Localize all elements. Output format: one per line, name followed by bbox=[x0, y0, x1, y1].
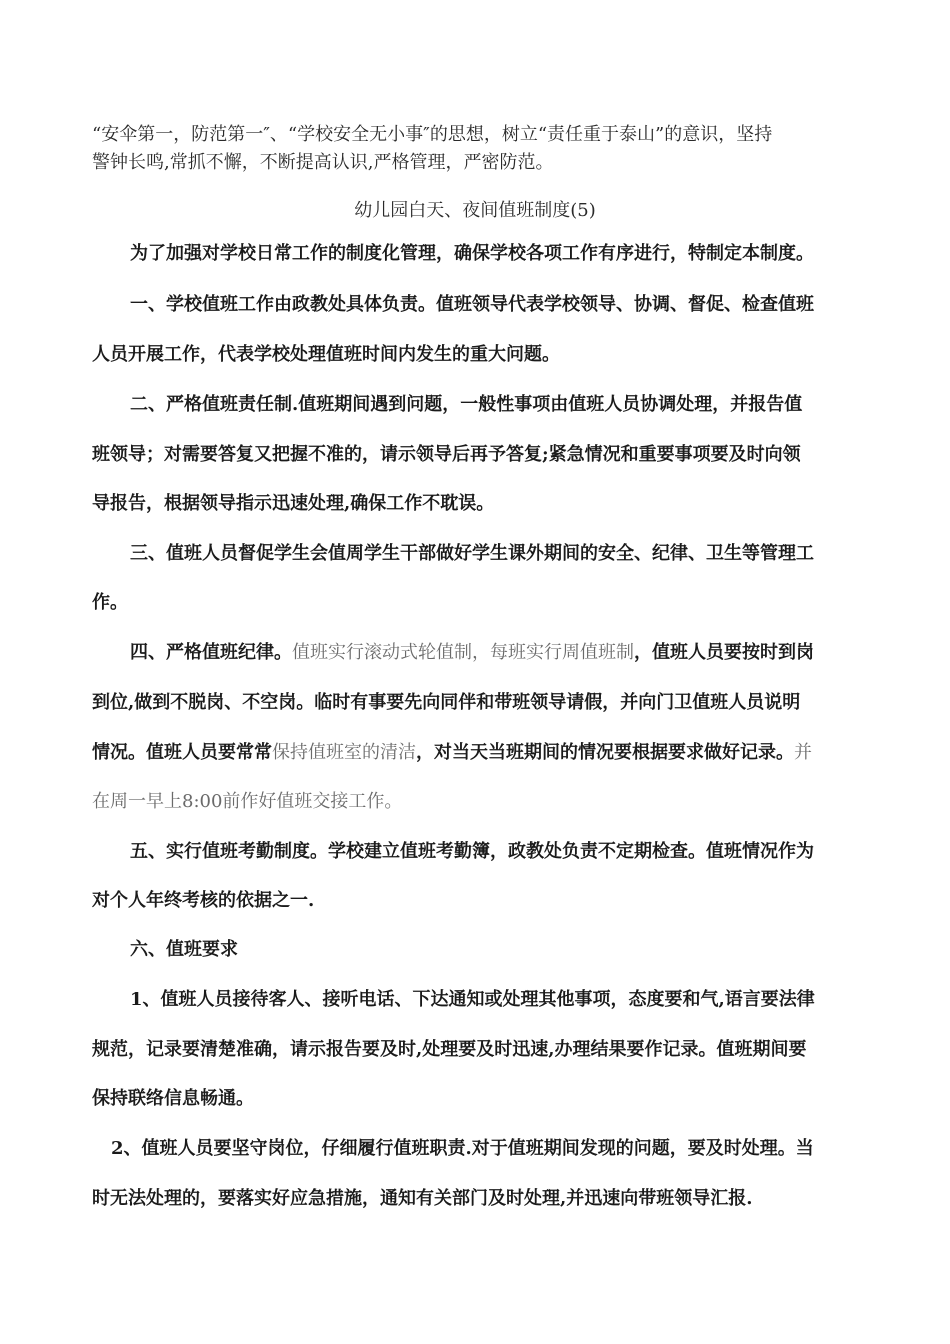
section-5-line-2: 对个人年终考核的依据之一. bbox=[92, 890, 315, 911]
section-4-line-1 bbox=[130, 641, 898, 665]
section-4-line-2: 到位,做到不脱岗、不空岗。临时有事要先向同伴和带班领导请假，并向门卫值班人员说明 bbox=[92, 692, 801, 713]
section-4-line-3 bbox=[92, 741, 860, 765]
requirement-2-line-1: 2、值班人员要坚守岗位，仔细履行值班职责.对于值班期间发现的问题，要及时处理。当 bbox=[111, 1138, 814, 1159]
section-4-line-1-tail: ，值班人员要按时到岗 bbox=[634, 642, 814, 663]
requirement-1-line-3: 保持联络信息畅通。 bbox=[92, 1088, 254, 1109]
section-5-line-1: 五、实行值班考勤制度。学校建立值班考勤簿，政教处负责不定期检查。值班情况作为 bbox=[130, 841, 814, 862]
document-title: 幼儿园白天、夜间值班制度(5) bbox=[354, 200, 596, 221]
section-1-line-2: 人员开展工作，代表学校处理值班时间内发生的重大问题。 bbox=[92, 344, 560, 365]
section-4-line-3-start: 情况。值班人员要常常 bbox=[92, 742, 272, 763]
requirement-1-line-2: 规范，记录要清楚准确，请示报告要及时,处理要及时迅速,办理结果要作记录。值班期间要 bbox=[92, 1039, 807, 1060]
section-1-line-1: 一、学校值班工作由政教处具体负责。值班领导代表学校领导、协调、督促、检查值班 bbox=[130, 294, 814, 315]
preface-paragraph: 为了加强对学校日常工作的制度化管理，确保学校各项工作有序进行，特制定本制度。 bbox=[130, 243, 814, 264]
requirement-2-line-2: 时无法处理的，要落实好应急措施，通知有关部门及时处理,并迅速向带班领导汇报. bbox=[92, 1188, 753, 1209]
intro-line-2: 警钟长鸣,常抓不懈，不断提高认识,严格管理，严密防范。 bbox=[92, 152, 554, 173]
requirement-1-line-1: 1、值班人员接待客人、接听电话、下达通知或处理其他事项，态度要和气,语言要法律 bbox=[130, 989, 815, 1010]
clean-room-text: 保持值班室的清洁 bbox=[272, 742, 416, 763]
section-4-line-4: 在周一早上8:00前作好值班交接工作。 bbox=[92, 791, 403, 812]
section-4-line-3-mid: ，对当天当班期间的情况要根据要求做好记录。 bbox=[416, 742, 794, 763]
section-4-line-3-end: 并 bbox=[794, 742, 812, 763]
section-2-line-1: 二、严格值班责任制.值班期间遇到问题，一般性事项由值班人员协调处理，并报告值 bbox=[130, 394, 803, 415]
section-6-heading: 六、值班要求 bbox=[130, 939, 238, 960]
intro-line-1: “安伞第一，防范第一″、“学校安全无小事″的思想，树立“责任重于泰山”的意识，坚持 bbox=[92, 124, 773, 145]
rotation-duty-text: 值班实行滚动式轮值制，每班实行周值班制 bbox=[292, 642, 634, 663]
section-2-line-2: 班领导；对需要答复又把握不准的，请示领导后再予答复;紧急情况和重要事项要及时向领 bbox=[92, 444, 801, 465]
section-3-line-2: 作。 bbox=[92, 592, 128, 613]
section-3-line-1: 三、值班人员督促学生会值周学生干部做好学生课外期间的安全、纪律、卫生等管理工 bbox=[130, 543, 814, 564]
section-4-heading: 四、严格值班纪律。 bbox=[130, 642, 292, 663]
section-2-line-3: 导报告，根据领导指示迅速处理,确保工作不耽误。 bbox=[92, 493, 495, 514]
